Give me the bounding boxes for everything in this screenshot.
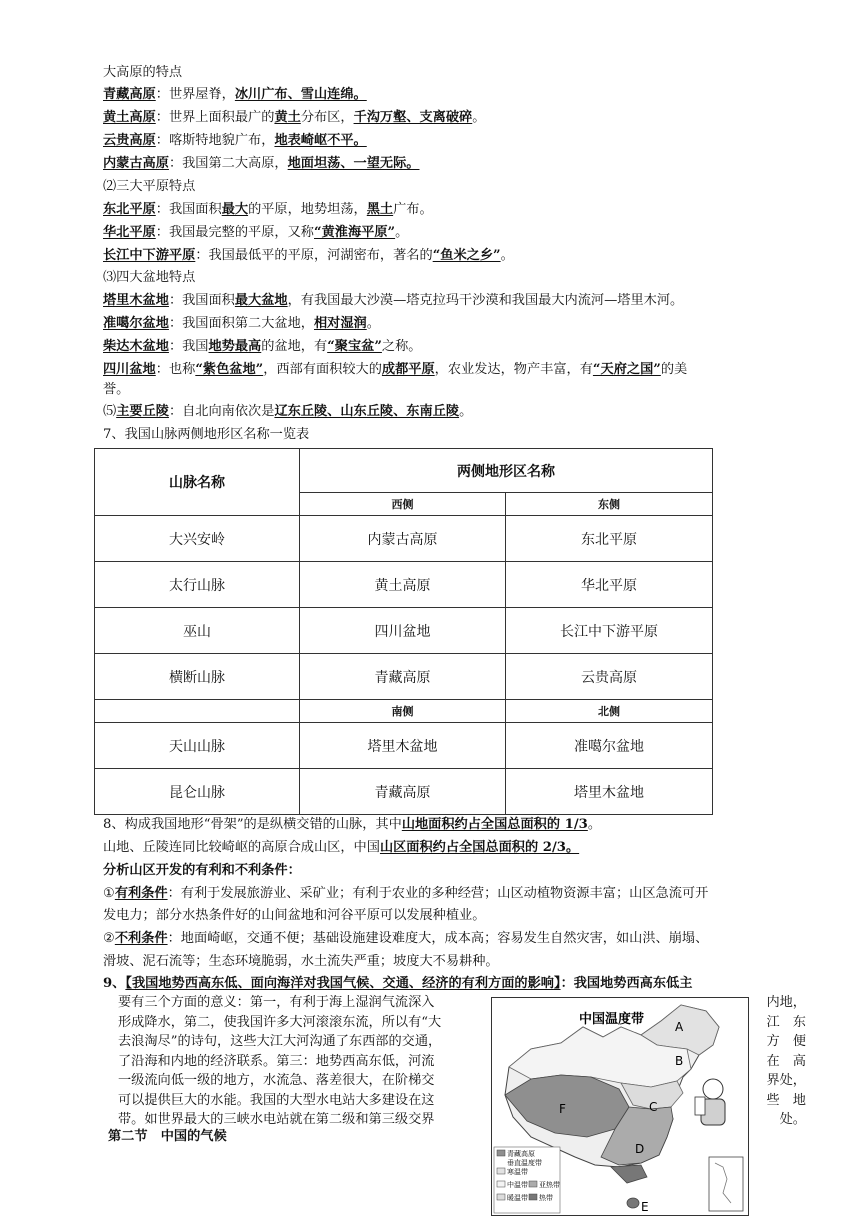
term-name: 主要丘陵 — [116, 404, 169, 419]
basin-item-talimu — [103, 290, 803, 312]
unfavorable-line-cont: 滑坡、泥石流等；生态环境脆弱，水土流失严重；坡度大不易耕种。 — [103, 954, 499, 969]
legend-swatch — [529, 1181, 537, 1187]
separator: ： — [168, 316, 183, 331]
section2-title: 第二节 中国的气候 — [108, 1129, 227, 1144]
number: ① — [103, 886, 115, 901]
zone-label-a: A — [675, 1020, 684, 1034]
hainan-island — [627, 1198, 639, 1208]
right-cell: 准噶尔盆地 — [506, 723, 713, 769]
left-cell: 青藏高原 — [300, 654, 506, 700]
separator: ： — [155, 133, 169, 148]
text: 我国面积第二大盆地， — [182, 316, 314, 331]
term-name: 柴达木盆地 — [103, 339, 169, 354]
table-header-row — [95, 449, 713, 493]
point8-line2 — [103, 837, 803, 859]
map-title: 中国温度带 — [579, 1012, 645, 1027]
text: ，农业发达，物产丰富，有 — [434, 362, 593, 377]
text: 。 — [366, 316, 380, 331]
text: 也称 — [168, 362, 196, 377]
text: ，西部有面积较大的 — [263, 362, 382, 377]
para-line: 在 高 — [766, 1053, 806, 1069]
legend-item: 亚热带 — [539, 1181, 560, 1189]
highlight: 地面坦荡、一望无际。 — [287, 156, 420, 171]
basin-item-sichuan — [103, 359, 803, 381]
plateau-item-qingzang — [103, 84, 803, 106]
basin-item-sichuan-cont: 誉。 — [103, 382, 130, 397]
favorable-line — [103, 883, 803, 905]
para-line: 界处， — [766, 1073, 806, 1088]
separator: ： — [195, 248, 209, 263]
mountain-cell: 昆仑山脉 — [95, 769, 300, 815]
basin-item-zhungeer — [103, 313, 803, 335]
text: 山地、丘陵连同比较崎岖的高原合成山区，中国 — [103, 840, 380, 855]
plateaus-heading: 大高原的特点 — [103, 65, 183, 80]
zone-label-d: D — [635, 1142, 645, 1156]
term-name: 青藏高原 — [103, 87, 156, 102]
header-mountain: 山脉名称 — [95, 449, 300, 516]
highlight: 地表崎岖不平。 — [274, 133, 367, 148]
table-row — [95, 769, 713, 815]
map-legend — [494, 1147, 560, 1213]
number: 9、 — [103, 976, 126, 991]
table-title: 7、我国山脉两侧地形区名称一览表 — [103, 427, 310, 442]
south-sea-inset — [709, 1157, 743, 1211]
legend-item: 垂直温度带 — [507, 1159, 542, 1167]
para-line: 内地， — [766, 995, 806, 1010]
term-name: 东北平原 — [103, 202, 156, 217]
mountain-cell: 太行山脉 — [95, 562, 300, 608]
right-cell: 华北平原 — [506, 562, 713, 608]
hills-line — [103, 401, 803, 423]
left-cell: 青藏高原 — [300, 769, 506, 815]
mountain-cell: 天山山脉 — [95, 723, 300, 769]
table-row — [95, 562, 713, 608]
para-line: 可以提供巨大的水能。我国的大型水电站大多建设在这 — [118, 1092, 435, 1108]
highlight: “紫色盆地” — [195, 362, 264, 377]
point9-right-column — [750, 993, 806, 1130]
highlight: 黑土 — [366, 202, 394, 217]
para-line: 要有三个方面的意义：第一，有利于海上湿润气流深入 — [118, 995, 435, 1010]
para-line: 去浪淘尽”的诗句，这些大江大河沟通了东西部的交通， — [118, 1034, 442, 1049]
subheader-south: 南侧 — [300, 700, 506, 723]
title-part: 气候、交通、经济的有利方面的影响 — [342, 976, 554, 991]
subheader-empty — [95, 700, 300, 723]
legend-item: 暖温带 — [507, 1194, 528, 1202]
right-cell: 云贵高原 — [506, 654, 713, 700]
highlight: 千沟万壑、支离破碎 — [353, 110, 473, 125]
text: 分布区， — [300, 110, 354, 125]
highlight: 最大盆地 — [234, 293, 288, 308]
legend-swatch — [497, 1150, 505, 1156]
legend-item: 寒温带 — [507, 1168, 528, 1176]
text: 世界上面积最广的 — [168, 110, 275, 125]
text: 我国最低平的平原，河湖密布，著名的 — [208, 248, 433, 263]
subheader-west: 西侧 — [300, 493, 506, 516]
zone-label-b: B — [675, 1054, 684, 1068]
zone-label-f: F — [559, 1102, 566, 1116]
para-line: 一级流向低一级的地方，水流急、落差很大，在阶梯交 — [118, 1073, 435, 1088]
zone-label-e: E — [641, 1200, 649, 1214]
highlight: “天府之国” — [592, 362, 661, 377]
text: 之称。 — [381, 339, 422, 354]
text: 我国面积 — [168, 202, 222, 217]
text: 的平原，地势坦荡， — [248, 202, 367, 217]
separator: ： — [155, 362, 169, 377]
china-temperature-zone-map — [491, 997, 749, 1216]
separator: ： — [155, 225, 169, 240]
plateau-item-yungui — [103, 130, 803, 152]
text: 。 — [587, 817, 602, 832]
table-subheader-row — [95, 700, 713, 723]
highlight: 成都平原 — [381, 362, 435, 377]
bracket: 】 — [553, 976, 561, 991]
text: ，有我国最大沙漠—塔克拉玛干沙漠和我国最大内流河—塔里木河。 — [287, 293, 684, 308]
separator: ： — [168, 404, 183, 419]
number: ② — [103, 931, 115, 946]
right-cell: 长江中下游平原 — [506, 608, 713, 654]
term-name: 华北平原 — [103, 225, 156, 240]
basin-item-chaidamu — [103, 336, 803, 358]
para-line: 些 地 — [766, 1092, 806, 1108]
text: 我国面积 — [182, 293, 235, 308]
point9-left-column — [118, 993, 488, 1130]
separator: ： — [168, 339, 183, 354]
term-name: 塔里木盆地 — [103, 293, 169, 308]
mountain-cell: 横断山脉 — [95, 654, 300, 700]
plain-item-dongbei — [103, 199, 803, 221]
left-cell: 内蒙古高原 — [300, 516, 506, 562]
separator: ： — [155, 87, 169, 102]
term-name: 有利条件 — [114, 886, 168, 901]
highlight: 地势最高 — [208, 339, 262, 354]
mountain-cell: 大兴安岭 — [95, 516, 300, 562]
text: 。 — [472, 110, 486, 125]
table-row — [95, 654, 713, 700]
term-name: 准噶尔盆地 — [103, 316, 169, 331]
plains-heading: ⑵三大平原特点 — [103, 179, 196, 194]
term-name: 黄土高原 — [103, 110, 156, 125]
text: ：我国地势西高东低主 — [560, 976, 693, 991]
legend-swatch — [497, 1168, 505, 1174]
left-cell: 四川盆地 — [300, 608, 506, 654]
para-line: 方 便 — [766, 1034, 806, 1049]
text: 。 — [395, 225, 409, 240]
highlight: “聚宝盆” — [327, 339, 382, 354]
plateau-item-neimenggu — [103, 153, 803, 175]
highlight: 黄土 — [274, 110, 301, 125]
plain-item-huabei — [103, 222, 803, 244]
highlight: 山区面积约占全国总面积的 2/3。 — [379, 840, 580, 855]
term-name: 云贵高原 — [103, 133, 156, 148]
text: 世界屋脊， — [168, 87, 235, 102]
subheader-north: 北侧 — [506, 700, 713, 723]
point9-title-line — [103, 973, 803, 995]
text: 自北向南依次是 — [182, 404, 275, 419]
para-line: 带。如世界最大的三峡水电站就在第二级和第三级交界 — [118, 1112, 435, 1127]
highlight: 冰川广布、雪山连绵。 — [234, 87, 367, 102]
number: ⑸ — [103, 404, 117, 419]
left-cell: 塔里木盆地 — [300, 723, 506, 769]
highlight: “鱼米之乡” — [432, 248, 501, 263]
text: 8、构成我国地形“骨架”的是纵横交错的山脉，其中 — [103, 817, 402, 832]
header-sides: 两侧地形区名称 — [300, 449, 713, 493]
right-cell: 塔里木盆地 — [506, 769, 713, 815]
favorable-line-cont: 发电力；部分水热条件好的山间盆地和河谷平原可以发展种植业。 — [103, 908, 486, 923]
separator: ： — [155, 110, 169, 125]
term-name: 四川盆地 — [103, 362, 156, 377]
para-line: 处。 — [779, 1112, 806, 1127]
legend-swatch — [497, 1181, 505, 1187]
separator: ： — [168, 293, 183, 308]
legend-swatch — [497, 1194, 505, 1200]
table-row — [95, 516, 713, 562]
text: ：有利于发展旅游业、采矿业；有利于农业的多种经营；山区动植物资源丰富；山区急流可开 — [167, 886, 709, 901]
term-name: 内蒙古高原 — [103, 156, 169, 171]
analysis-title: 分析山区开发的有利和不利条件： — [103, 863, 301, 878]
zone-label-c: C — [649, 1100, 658, 1114]
title-part: 我国地势西高东低、面向海洋对我国 — [131, 976, 343, 991]
left-cell: 黄土高原 — [300, 562, 506, 608]
text: 的美 — [660, 362, 688, 377]
unfavorable-line — [103, 928, 803, 950]
legend-swatch — [529, 1194, 537, 1200]
mountain-cell: 巫山 — [95, 608, 300, 654]
right-cell: 东北平原 — [506, 516, 713, 562]
legend-item: 热带 — [539, 1194, 553, 1202]
text: 广布。 — [393, 202, 433, 217]
legend-item: 中温带 — [507, 1181, 528, 1189]
text: 我国最完整的平原，又称 — [168, 225, 314, 240]
para-line: 形成降水，第二，使我国许多大河滚滚东流，所以有“大 — [118, 1014, 442, 1030]
table-row — [95, 723, 713, 769]
text: 。 — [500, 248, 514, 263]
text: 。 — [459, 404, 473, 419]
text: 我国 — [182, 339, 209, 354]
basins-heading: ⑶四大盆地特点 — [103, 270, 196, 285]
bracket: 【 — [125, 976, 132, 991]
text: 我国第二大高原， — [182, 156, 288, 171]
plain-item-changjiang — [103, 245, 803, 267]
separator: ： — [168, 156, 183, 171]
separator: ： — [155, 202, 169, 217]
highlight: 山地面积约占全国总面积的 1/3 — [401, 817, 588, 832]
highlight: “黄淮海平原” — [314, 225, 396, 240]
plateau-item-huangtu — [103, 107, 803, 129]
legend-item: 青藏高原 — [507, 1150, 535, 1158]
highlight: 最大 — [221, 202, 249, 217]
text: 喀斯特地貌广布， — [168, 133, 275, 148]
term-name: 不利条件 — [114, 931, 168, 946]
para-line: 了沿海和内地的经济联系。第三：地势西高东低，河流 — [118, 1053, 435, 1069]
text: ：地面崎岖，交通不便；基础设施建设难度大，成本高；容易发生自然灾害，如山洪、崩塌、 — [167, 931, 709, 946]
mountain-table — [94, 448, 713, 815]
highlight: 辽东丘陵、山东丘陵、东南丘陵 — [274, 404, 460, 419]
para-line: 江 东 — [766, 1014, 806, 1030]
subheader-east: 东侧 — [506, 493, 713, 516]
text: 的盆地，有 — [261, 339, 328, 354]
term-name: 长江中下游平原 — [103, 248, 196, 263]
table-row — [95, 608, 713, 654]
highlight: 相对湿润 — [314, 316, 367, 331]
point8-line1 — [103, 814, 803, 836]
